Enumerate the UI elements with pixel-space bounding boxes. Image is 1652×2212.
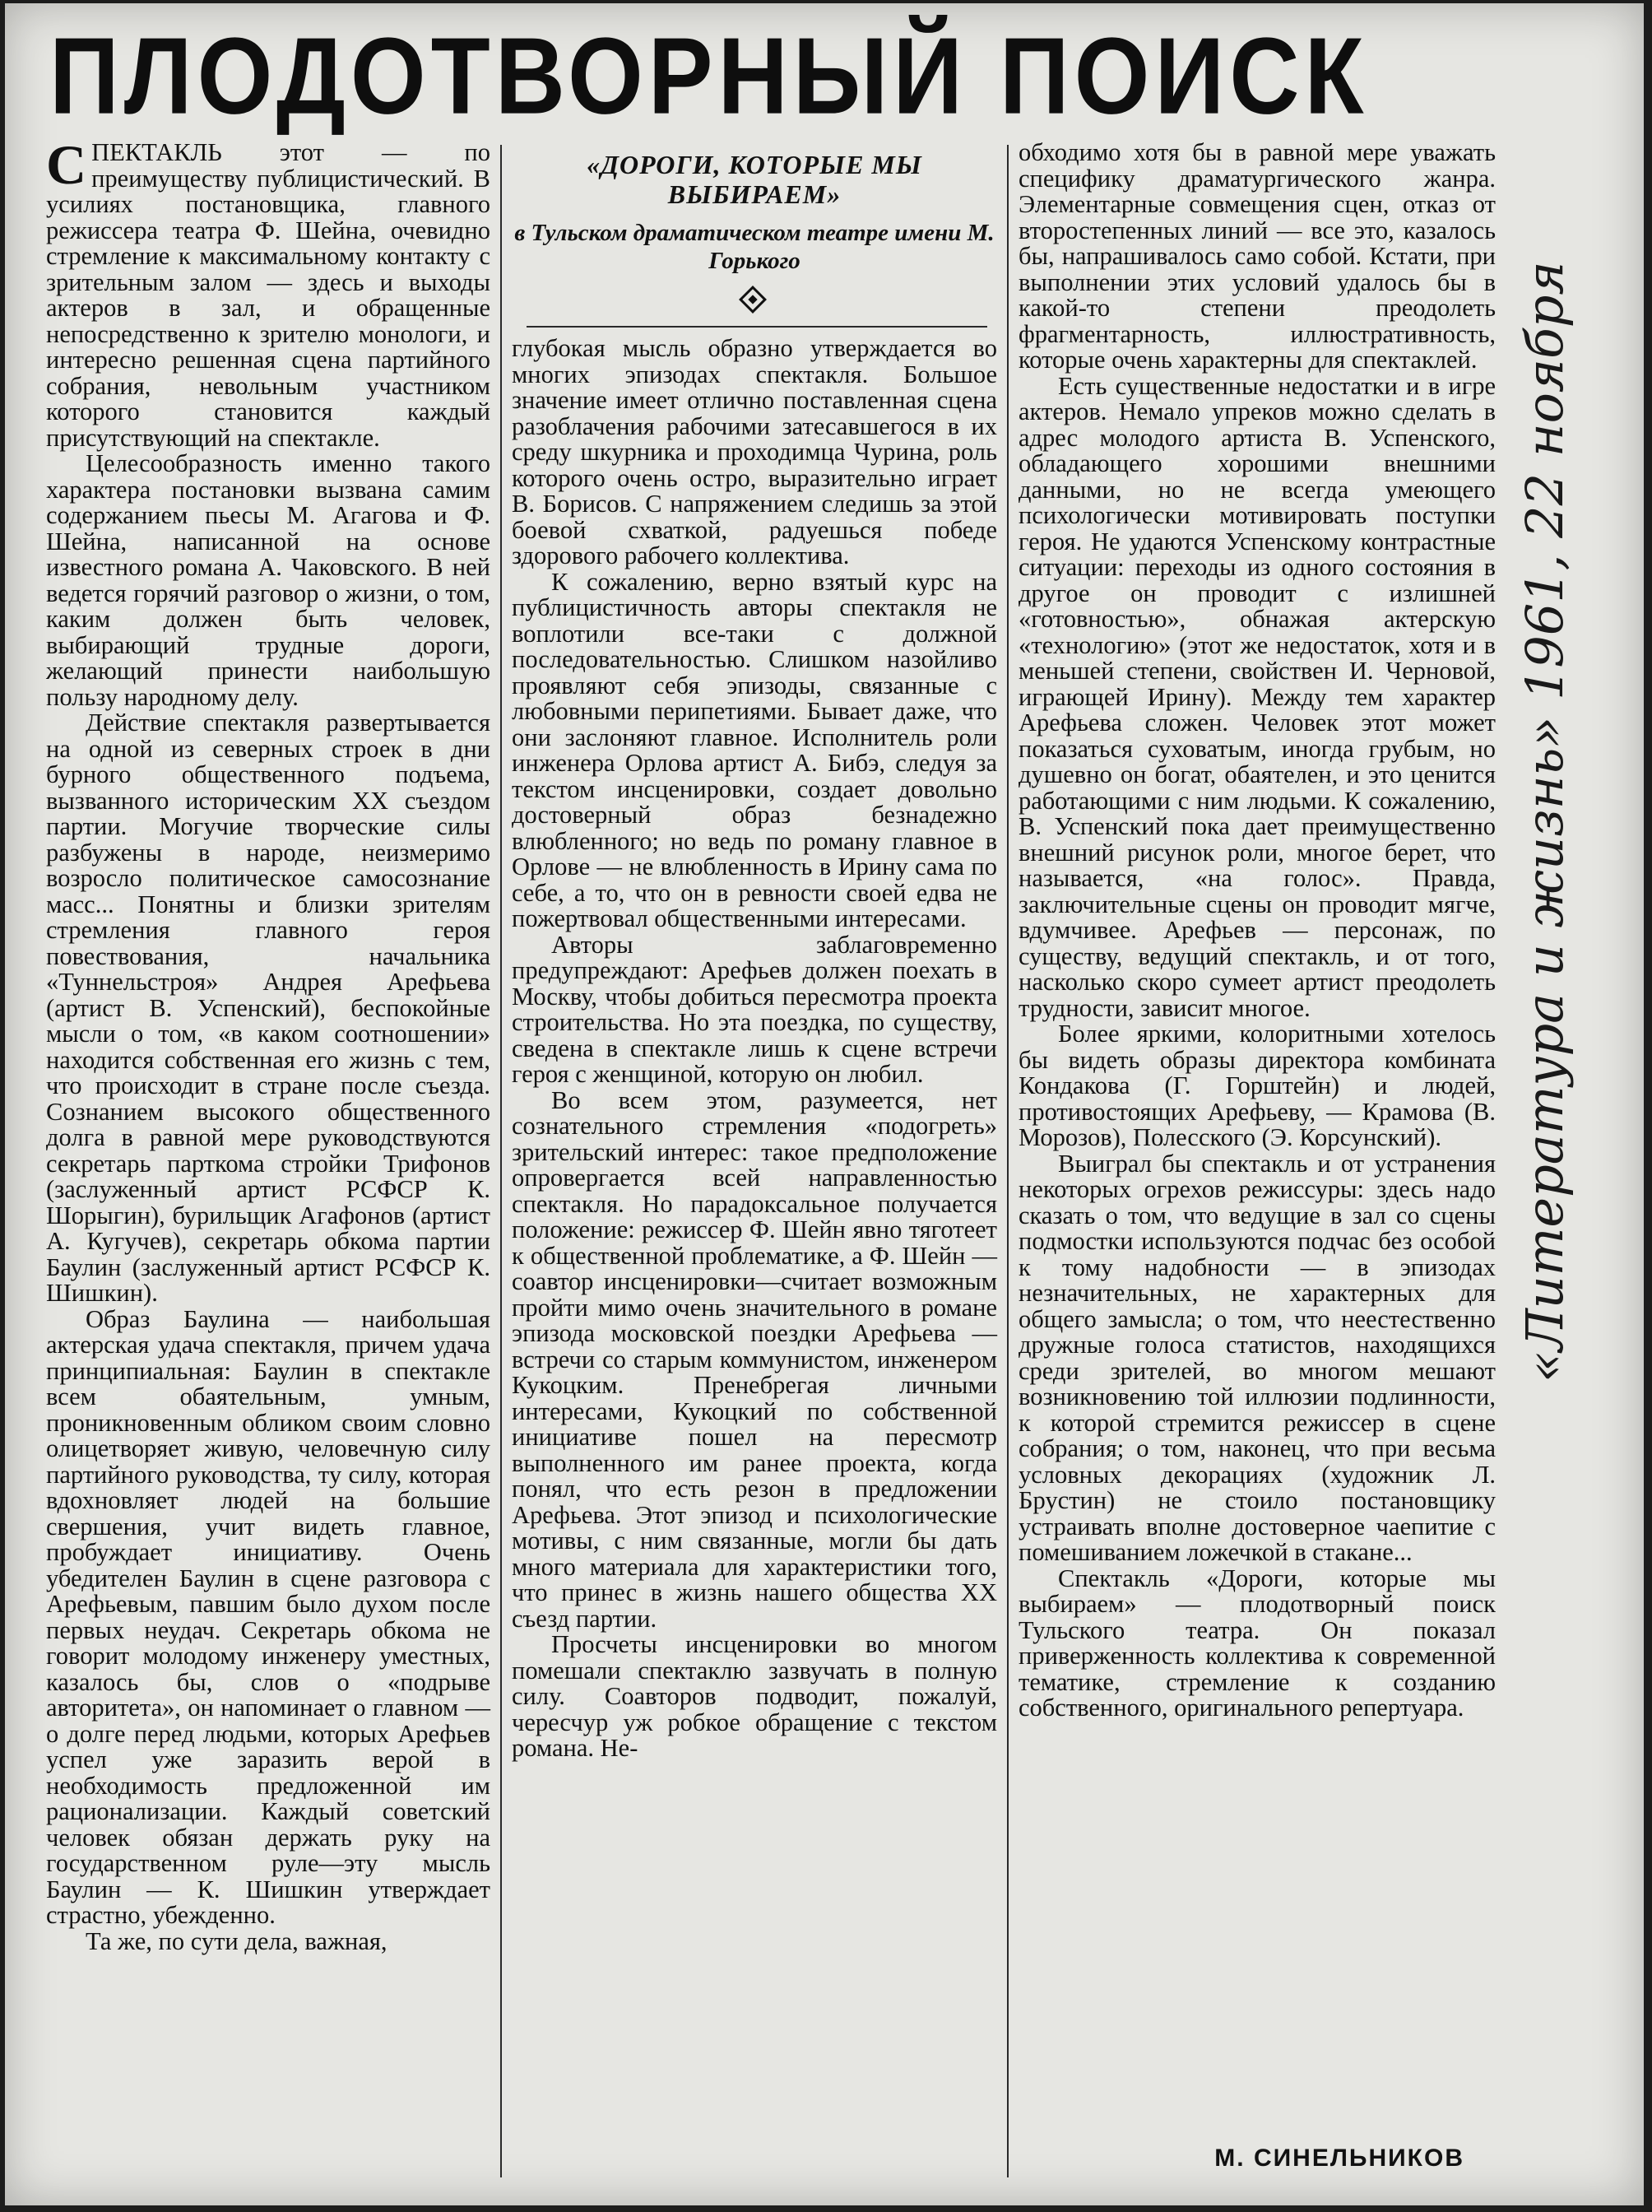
play-title: «ДОРОГИ, КОТОРЫЕ МЫ ВЫБИРАЕМ» <box>587 150 922 209</box>
handwritten-annotation: «Литература и жизнь» 1961, 22 ноября <box>1515 261 1575 1382</box>
paragraph: Авторы заблаговременно предупреждают: Арефьев должен поехать в Москву, чтобы добиться пересмотра проекта строительства. Но эта поездка, по существу, сведена в спектакле лишь к сцене встречи героя с женщиной, которую он любил. <box>512 930 997 1088</box>
article-column-3 <box>1019 140 1496 1722</box>
paragraph: Целесообразность именно такого характера постановки вызвана самим содержанием пьесы М. Агагова и Ф. Шейна, написанной на основе известного романа А. Чаковского. В ней ведется горячий разговор о жизни, о том, каким должен быть человек, выбирающий трудные дороги, желающий принести наибольшую пользу народному делу. <box>46 449 490 711</box>
paragraph: глубокая мысль образно утверждается во многих эпизодах спектакля. Большое значение имеет отлично поставленная сцена разоблачения рабочими затесавшегося в их среду шкурника и проходимца Чурина, роль которого очень остро, выразительно играет В. Борисов. С напряжением следишь за этой боевой схваткой, радуешься победе здорового рабочего коллектива. <box>512 334 997 569</box>
paragraph: Действие спектакля развертывается на одной из северных строек в дни бурного общественного подъема, вызванного историческим XX съездом партии. Могучие творческие силы разбужены в народе, неизмеримо возросло политическое самосознание масс... Понятны и близки зрителям стремления главного героя повествования, начальника «Туннельстроя» Андрея Арефьева (артист В. Успенский), беспокойные мысли о том, «в каком соотношении» находится собственная его жизнь с тем, что происходит в стране после съезда. Сознанием высокого общественного долга в равной мере руководствуются секретарь парткома стройки Трифонов (заслуженный артист РСФСР К. Шорыгин), бурильщик Агафонов (артист А. Кугучев), секретарь обкома партии Баулин (заслуженный артист РСФСР К. Шишкин). <box>46 709 490 1307</box>
column-rule-left <box>500 145 502 2177</box>
paragraph: Образ Баулина — наибольшая актерская удача спектакля, причем удача принципиальная: Баулин в спектакле всем обаятельным, умным, проникновенным обликом своим словно олицетворяет живую, человечную силу партийного руководства, ту силу, которая вдохновляет людей на большие свершения, учит видеть главное, пробуждает инициативу. Очень убедителен Баулин в сцене разговора с Арефьевым, павшим было духом после первых неудач. Секретарь обкома не говорит молодому инженеру уместных, казалось бы, слов о «подрыве авторитета», он напоминает о главном — о долге перед людьми, которых Арефьев успел уже заразить верой в необходимость предложенной им рационализации. Каждый советский человек обязан держать руку на государственном руле—эту мысль Баулин — К. Шишкин утверждает страстно, убежденно. <box>46 1304 490 1929</box>
paragraph: Выиграл бы спектакль и от устранения некоторых огрехов режиссуры: здесь надо сказать о том, что ведущие в зал со сцены подмостки используются подчас без особой к тому надобности — в эпизодах незначительных, не характерных для общего замысла; о том, что неестественно дружные голоса статистов, находящихся среди зрителей, во многом мешают возникновению той иллюзии подлинности, к которой стремится режиссер в сцене собрания; о том, наконец, что при весьма условных декорациях (художник Л. Брустин) не стоило постановщику устраивать вполне достоверное чаепитие с помешиванием ложечкой в стакане... <box>1019 1149 1496 1566</box>
subheading-rule <box>527 326 987 328</box>
paragraph: К сожалению, верно взятый курс на публицистичность авторы спектакля не воплотили все-таки с должной последовательностью. Слишком назойливо проявляют себя эпизоды, связанные с любовными перипетиями. Бывает даже, что они заслоняют главное. Исполнитель роли инженера Орлова артист А. Бибэ, следуя за текстом инсценировки, создает довольно достоверный образ безнадежно влюбленного; но ведь по роману главное в Орлове — не влюбленность в Ирину сама по себе, а то, что он в ревности своей едва не пожертвовал общественными интересами. <box>512 567 997 932</box>
headline: ПЛОДОТВОРНЫЙ ПОИСК <box>49 15 1369 137</box>
paragraph: Во всем этом, разумеется, нет сознательного стремления «подогреть» зрительский интерес: такое предположение опровергается всей направленностью спектакля. Но парадоксальное получается положение: режиссер Ф. Шейн явно тяготеет к общественной проблематике, а Ф. Шейн — соавтор инсценировки—считает возможным пройти мимо очень значительного в романе эпизода московской поездки Арефьева — встречи со старым коммунистом, инженером Кукоцким. Пренебрегая личными интересами, Кукоцкий по собственной инициативе пошел на пересмотр выполненного им ранее проекта, когда понял, что есть резон в предложении Арефьева. Этот эпизод и психологические мотивы, с ним связанные, могли бы дать много материала для характеристики того, что принес в жизнь нашего общества XX съезд партии. <box>512 1085 997 1633</box>
theatre-line: в Тульском драматическом театре имени М. Горького <box>514 220 995 274</box>
article-column-2 <box>512 336 997 1762</box>
paragraph <box>46 133 490 452</box>
paragraph: Та же, по сути дела, важная, <box>86 1926 387 1955</box>
paragraph-text: ПЕКТАКЛЬ этот — по преимуществу публицистический. В усилиях постановщика, главного режиссера театра Ф. Шейна, очевидно стремление к максимальному контакту с зрительным залом — здесь и выходы актеров в зал, и обращенные непосредственно к зрителю монологи, и интересно решенная сцена партийного собрания, невольным участником которого становится каждый присутствующий на спектакле. <box>46 138 490 452</box>
column-rule-right <box>1007 145 1009 2177</box>
author-signature: М. СИНЕЛЬНИКОВ <box>1214 2145 1464 2172</box>
paragraph: Спектакль «Дороги, которые мы выбираем» — плодотворный поиск Тульского театра. Он показал приверженность коллектива к современной тематике, стремление к созданию собственного, оригинального репертуара. <box>1019 1564 1496 1722</box>
subheading <box>512 150 997 275</box>
article-column-1 <box>46 133 490 1955</box>
paragraph: Более яркими, колоритными хотелось бы видеть образы директора комбината Кондакова (Г. Горштейн) и людей, противостоящих Арефьеву, — Крамова (В. Морозов), Полесского (Э. Корсунский). <box>1019 1020 1496 1151</box>
drop-cap: С <box>46 133 87 196</box>
paragraph: Просчеты инсценировки во многом помешали спектаклю зазвучать в полную силу. Соавторов подводит, пожалуй, чересчур уж робкое обращение с текстом романа. Не- <box>512 1630 997 1762</box>
paragraph: Есть существенные недостатки и в игре актеров. Немало упреков можно сделать в адрес молодого артиста В. Успенского, обладающего хорошими внешними данными, но не всегда умеющего психологически мотивировать поступки героя. Не удаются Успенскому контрастные ситуации: переходы из одного состояния в другое он проводит с излишней «готовностью», обнажая актерскую «технологию» (этот же недостаток, хотя и в меньшей степени, свойствен И. Черновой, играющей Ирину). Между тем характер Арефьева сложен. Человек этот может показаться суховатым, иногда грубым, но душевно он богат, обаятелен, и это ценится работающими с ним людьми. К сожалению, В. Успенский пока дает преимущественно внешний рисунок роли, многое берет, что называется, «на голос». Правда, заключительные сцены он проводит мягче, вдумчивее. Арефьев — персонаж, по существу, ведущий спектакль, и от того, насколько скоро сумеет артист преодолеть трудности, зависит многое. <box>1019 371 1496 1022</box>
paragraph: обходимо хотя бы в равной мере уважать специфику драматургического жанра. Элементарные совмещения сцен, отказ от второстепенных линий — все это, казалось бы, напрашивалось само собой. Кстати, при выполнении этих условий удалось бы в какой-то степени преодолеть фрагментарность, иллюстративность, которые очень характерны для спектаклей. <box>1019 138 1496 374</box>
